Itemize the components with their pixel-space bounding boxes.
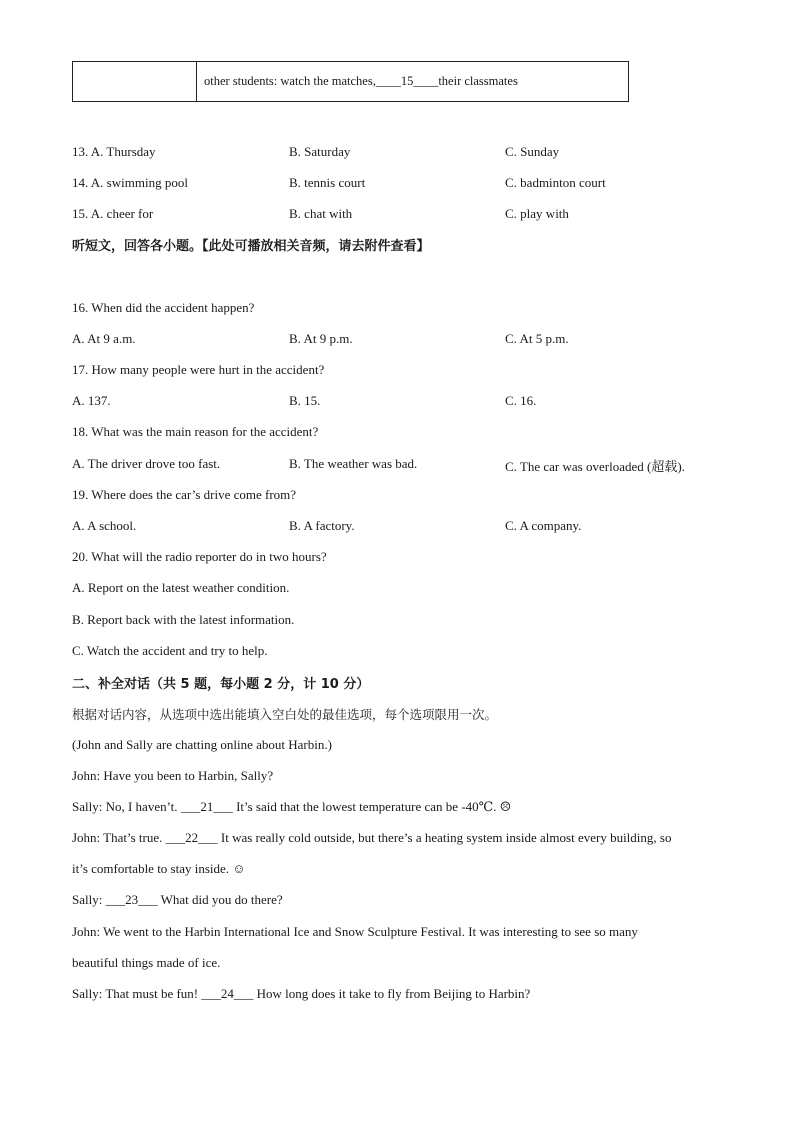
dialogue-line-6 [72,986,530,1002]
q16-question: 16. When did the accident happen? [72,300,255,315]
table-cell-empty [73,62,197,101]
q19-option-c: C. A company. [505,518,582,533]
section-note: 听短文，回答各小题。【此处可播放相关音频，请去附件查看】 [72,239,430,254]
part2-title: 二、补全对话（共 5 题，每小题 2 分，计 10 分） [72,677,370,692]
q14-option-a: 14. A. swimming pool [72,175,188,190]
q16-option-a: A. At 9 a.m. [72,331,136,346]
answer-table-fragment [72,61,629,102]
q19-option-b: B. A factory. [289,518,355,533]
q20-question: 20. What will the radio reporter do in two hours? [72,549,327,564]
dialogue-line-2 [72,799,511,815]
q18-option-b: B. The weather was bad. [289,456,418,471]
q18-option-c: C. The car was overloaded (超载). [505,459,685,474]
part2-instruction: 根据对话内容，从选项中选出能填入空白处的最佳选项，每个选项限用一次。 [72,707,498,722]
q14-option-c: C. badminton court [505,175,606,190]
q20-option-b: B. Report back with the latest information. [72,612,295,627]
q15-option-c: C. play with [505,206,569,221]
q15-option-b: B. chat with [289,206,353,221]
dialogue-line-6-before: Sally: That must be fun! [72,986,202,1001]
q19-option-a: A. A school. [72,518,137,533]
table-cell-text [197,62,628,101]
q20-option-a: A. Report on the latest weather condition. [72,580,290,595]
blank-22: ___22___ [165,830,218,845]
table-blank-15: ____15____ [375,74,439,88]
q16-option-c: C. At 5 p.m. [505,331,569,346]
dialogue-line-4 [72,892,283,908]
dialogue-line-4-before: Sally: [72,892,106,907]
dialogue-line-3-before: John: That’s true. [72,830,166,845]
q13-option-c: C. Sunday [505,144,560,159]
dialogue-line-5-cont: beautiful things made of ice. [72,955,221,970]
blank-21: ___21___ [180,799,233,814]
table-text-before: other students: watch the matches, [204,74,376,88]
q14-option-b: B. tennis court [289,175,366,190]
dialogue-line-5: John: We went to the Harbin International Ice and Snow Sculpture Festival. It was interesting to see so many [72,924,638,939]
q13-option-a: 13. A. Thursday [72,144,156,159]
q17-option-a: A. 137. [72,393,111,408]
dialogue-line-2-before: Sally: No, I haven’t. [72,799,181,814]
dialogue-line-3 [72,830,671,846]
dialogue-line-1: John: Have you been to Harbin, Sally? [72,768,274,783]
dialogue-intro: (John and Sally are chatting online about Harbin.) [72,737,332,752]
dialogue-line-3-cont: it’s comfortable to stay inside. ☺ [72,861,246,876]
q15-option-a: 15. A. cheer for [72,206,154,221]
q18-question: 18. What was the main reason for the accident? [72,424,319,439]
blank-23: ___23___ [105,892,158,907]
q17-option-b: B. 15. [289,393,321,408]
dialogue-line-4-after: What did you do there? [157,892,283,907]
q20-option-c: C. Watch the accident and try to help. [72,643,268,658]
dialogue-line-2-after: It’s said that the lowest temperature can be -40℃. ☹ [232,799,512,814]
q13-option-b: B. Saturday [289,144,351,159]
q19-question: 19. Where does the car’s drive come from? [72,487,297,502]
q18-option-a: A. The driver drove too fast. [72,456,221,471]
q17-question: 17. How many people were hurt in the accident? [72,362,325,377]
q16-option-b: B. At 9 p.m. [289,331,353,346]
dialogue-line-3-after: It was really cold outside, but there’s a heating system inside almost every building, so [217,830,672,845]
blank-24: ___24___ [201,986,254,1001]
dialogue-line-6-after: How long does it take to fly from Beijing to Harbin? [253,986,531,1001]
q17-option-c: C. 16. [505,393,537,408]
table-text-after: their classmates [438,74,518,88]
